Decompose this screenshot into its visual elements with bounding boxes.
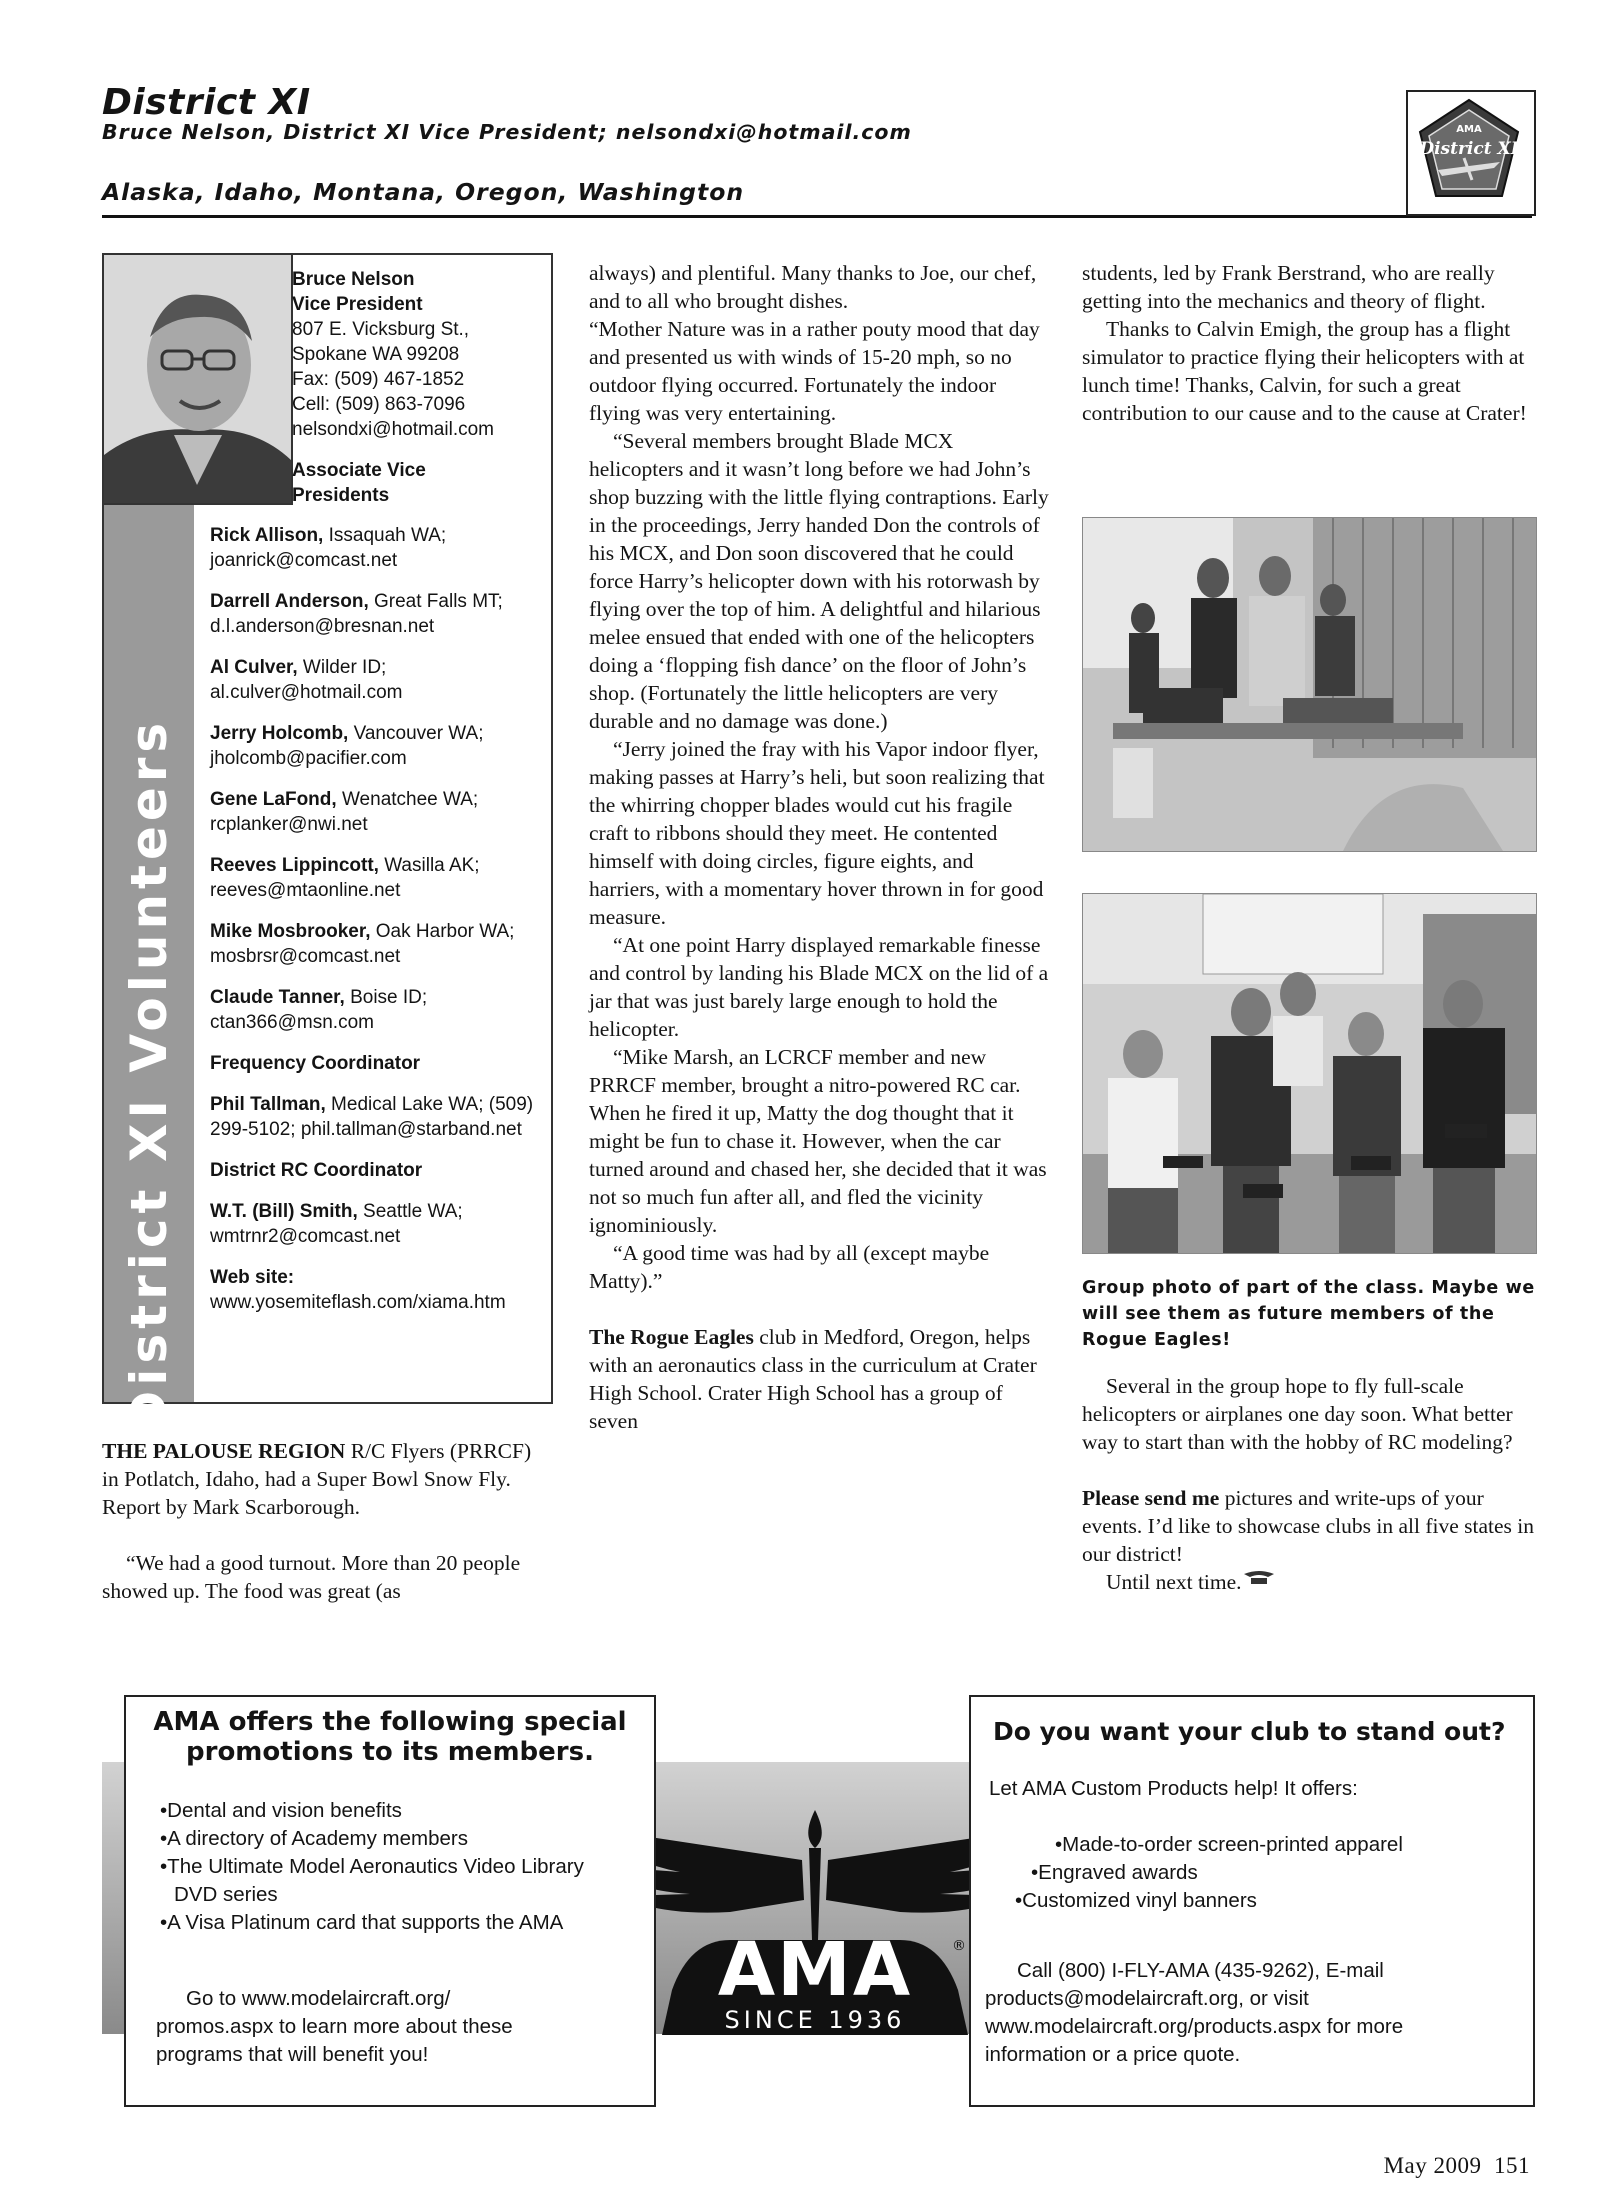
volunteer-name: Gene LaFond, — [210, 789, 337, 810]
web-site-label: Web site: — [210, 1267, 295, 1288]
volunteer-name: Darrell Anderson, — [210, 591, 369, 612]
volunteer-name: Mike Mosbrooker, — [210, 921, 371, 942]
article-paragraph: Thanks to Calvin Emigh, the group has a flight simulator to practice flying their helicopters with at lunch time! Thanks, Calvin, for such a great contribution to our cause and to the cause at Crater! — [1082, 317, 1527, 425]
web-site-url: www.yosemiteflash.com/xiama.htm — [210, 1292, 506, 1313]
article-paragraph: “A good time was had by all (except maybe Matty).” — [589, 1241, 990, 1293]
vp-address-line1: 807 E. Vicksburg St., — [292, 319, 470, 340]
section-heading: Frequency Coordinator — [210, 1053, 421, 1074]
list-item: •A Visa Platinum card that supports the AMA — [160, 1911, 564, 1934]
lead-in-bold: Please send me — [1082, 1486, 1220, 1510]
list-item — [210, 787, 548, 837]
volunteers-box — [102, 253, 553, 1433]
vp-address-line2: Spokane WA 99208 — [292, 344, 460, 365]
district-states: Alaska, Idaho, Montana, Oregon, Washington — [102, 178, 745, 206]
rc-coordinator-heading — [210, 1158, 548, 1183]
frequency-coordinator-heading — [210, 1051, 548, 1076]
vp-cell: Cell: (509) 863-7096 — [292, 394, 466, 415]
vp-email: nelsondxi@hotmail.com — [292, 419, 494, 440]
vp-role: Vice President — [292, 294, 423, 315]
article-paragraph: “Mother Nature was in a rather pouty mood that day and presented us with winds of 15-20 mph, so no outdoor flying occurred. Fortunately the indoor flying was very entertaining. — [589, 317, 1040, 425]
web-site-entry — [210, 1265, 548, 1315]
article-column-1 — [102, 1437, 553, 1605]
ama-logo-text: AMA — [717, 1927, 913, 2013]
photo-caption: Group photo of part of the class. Maybe we will see them as future members of the Rogue Eagles! — [1082, 1278, 1535, 1350]
list-item: •Customized vinyl banners — [1015, 1889, 1257, 1912]
article-paragraph — [1082, 1568, 1537, 1596]
volunteer-details: Boise ID; ctan366@msn.com — [210, 987, 428, 1033]
article-paragraph: students, led by Frank Berstrand, who are really getting into the mechanics and theory of flight. — [1082, 261, 1495, 313]
lead-in-bold: The Rogue Eagles — [589, 1325, 754, 1349]
member-promotions-box — [124, 1695, 656, 2107]
ama-logo-since: SINCE 1936 — [724, 2006, 906, 2034]
volunteer-name: Claude Tanner, — [210, 987, 345, 1008]
list-item — [210, 589, 548, 639]
list-item: •A directory of Academy members — [160, 1827, 468, 1850]
list-item — [210, 655, 548, 705]
article-column-2 — [589, 259, 1049, 1435]
vp-name: Bruce Nelson — [292, 269, 415, 290]
volunteer-name: W.T. (Bill) Smith, — [210, 1201, 358, 1222]
article-paragraph: “Several members brought Blade MCX helicopters and it wasn’t long before we had John’s shop buzzing with the little flying contraptions. Early in the proceedings, Jerry handed Don the controls of his MCX, and Don soon discovered that he could force Harry’s helicopter down with his rotorwash by flying over the top of him. A delightful and hilarious melee ensued that ended with one of the helicopters doing a ‘flopping fish dance’ on the floor of John’s shop. (Fortunately the little helicopters are very durable and no damage was done.) — [589, 429, 1049, 733]
custom-products-footer-line: products@modelaircraft.org, or visit — [985, 1987, 1309, 2010]
vice-president-photo — [104, 255, 293, 505]
article-paragraph — [102, 1437, 553, 1521]
district-logo — [1406, 90, 1536, 216]
custom-products-footer-line: www.modelaircraft.org/products.aspx for more — [985, 2015, 1404, 2038]
list-item — [210, 919, 548, 969]
ama-end-mark-icon — [1242, 1570, 1276, 1594]
list-item — [210, 1092, 548, 1142]
list-item: •Engraved awards — [1031, 1861, 1198, 1884]
custom-products-box — [969, 1695, 1535, 2107]
vice-president-line: Bruce Nelson, District XI Vice President; nelsondxi@hotmail.com — [102, 120, 912, 144]
paragraph-text: R/C Flyers (PRRCF) in Potlatch, Idaho, had a Super Bowl Snow Fly. Report by Mark Scarborough. — [102, 1439, 532, 1519]
list-item — [210, 523, 548, 573]
volunteer-name: Al Culver, — [210, 657, 298, 678]
article-paragraph: Several in the group hope to fly full-scale helicopters or airplanes one day soon. What better way to start than with the hobby of RC modeling? — [1082, 1374, 1513, 1454]
article-paragraph: “We had a good turnout. More than 20 people showed up. The food was great (as — [102, 1551, 521, 1603]
custom-products-footer-line: information or a price quote. — [985, 2043, 1241, 2066]
logo-small-text: AMA — [1456, 124, 1482, 135]
associate-vp-heading: Associate Vice Presidents — [292, 460, 426, 506]
volunteer-details: Medical Lake WA; (509) 299-5102; phil.tallman@starband.net — [210, 1094, 534, 1140]
volunteer-details: Issaquah WA; joanrick@comcast.net — [210, 525, 447, 571]
article-paragraph — [589, 1323, 1049, 1435]
promotions-footer-line: promos.aspx to learn more about these — [156, 2015, 513, 2038]
volunteer-details: Great Falls MT; d.l.anderson@bresnan.net — [210, 591, 503, 637]
promotions-title: AMA offers the following special promotions to its members. — [153, 1707, 627, 1767]
list-item: •Made-to-order screen-printed apparel — [1055, 1833, 1403, 1856]
volunteer-list — [210, 523, 548, 1331]
classroom-photo — [1082, 517, 1537, 852]
list-item — [210, 853, 548, 903]
vp-fax: Fax: (509) 467-1852 — [292, 369, 465, 390]
custom-products-footer — [985, 1957, 1525, 2069]
promotions-footer — [156, 1985, 596, 2069]
article-column-3-continued — [1082, 1372, 1537, 1596]
group-photo — [1082, 893, 1537, 1254]
header-rule — [102, 215, 1532, 218]
volunteer-details: Wenatchee WA; rcplanker@nwi.net — [210, 789, 479, 835]
article-paragraph: always) and plentiful. Many thanks to Joe, our chef, and to all who brought dishes. — [589, 261, 1037, 313]
promotions-list — [160, 1797, 630, 1937]
volunteer-details: Wasilla AK; reeves@mtaonline.net — [210, 855, 480, 901]
article-paragraph: “At one point Harry displayed remarkable finesse and control by landing his Blade MCX on the lid of a jar that was just barely large enough to hold the helicopter. — [589, 933, 1049, 1041]
section-heading: District RC Coordinator — [210, 1160, 423, 1181]
custom-products-intro: Let AMA Custom Products help! It offers: — [989, 1777, 1358, 1800]
promotions-footer-line: programs that will benefit you! — [156, 2043, 429, 2066]
list-item — [210, 985, 548, 1035]
ama-logo-registered: ® — [952, 1938, 966, 1954]
paragraph-text: club in Medford, Oregon, helps with an aeronautics class in the curriculum at Crater High School. Crater High School has a group of seven — [589, 1325, 1037, 1433]
list-item — [210, 1199, 548, 1249]
volunteer-name: Jerry Holcomb, — [210, 723, 349, 744]
lead-in-bold: THE PALOUSE REGION — [102, 1439, 346, 1463]
logo-district-text: District XI — [1419, 139, 1519, 159]
list-item: •The Ultimate Model Aeronautics Video Library DVD series — [160, 1855, 584, 1906]
vice-president-info — [292, 267, 547, 508]
article-paragraph: “Mike Marsh, an LCRCF member and new PRRCF member, brought a nitro-powered RC car. When he fired it up, Matty the dog thought that it might be fun to chase it. However, when the car turned around and chased her, she decided that it was not so much fun after all, and fled the vicinity ignominiously. — [589, 1045, 1047, 1237]
custom-products-list — [1015, 1831, 1515, 1915]
closing-text: Until next time. — [1106, 1570, 1242, 1594]
paragraph-text: pictures and write-ups of your events. I’d like to showcase clubs in all five states in our district! — [1082, 1486, 1534, 1566]
promotions-footer-line: Go to www.modelaircraft.org/ — [186, 1987, 451, 2010]
article-column-3 — [1082, 259, 1537, 427]
volunteer-details: Oak Harbor WA; mosbrsr@comcast.net — [210, 921, 515, 967]
page-footer: May 2009 151 — [1383, 2153, 1530, 2178]
volunteer-details: Wilder ID; al.culver@hotmail.com — [210, 657, 403, 703]
volunteers-strip-title: District XI Volunteers — [120, 717, 178, 1433]
volunteer-name: Phil Tallman, — [210, 1094, 326, 1115]
list-item: •Dental and vision benefits — [160, 1799, 402, 1822]
volunteer-details: Vancouver WA; jholcomb@pacifier.com — [210, 723, 484, 769]
article-paragraph: “Jerry joined the fray with his Vapor indoor flyer, making passes at Harry’s heli, but soon realizing that the whirring chopper blades would cut his fragile craft to ribbons should they meet. He contented himself with doing circles, figure eights, and harriers, with a momentary hover thrown in for good measure. — [589, 737, 1045, 929]
volunteer-details: Seattle WA; wmtrnr2@comcast.net — [210, 1201, 463, 1247]
district-title: District XI — [102, 82, 311, 123]
volunteer-name: Reeves Lippincott, — [210, 855, 379, 876]
list-item — [210, 721, 548, 771]
custom-products-footer-line: Call (800) I-FLY-AMA (435-9262), E-mail — [1017, 1959, 1384, 1982]
volunteer-name: Rick Allison, — [210, 525, 324, 546]
article-paragraph — [1082, 1484, 1537, 1568]
custom-products-title: Do you want your club to stand out? — [993, 1717, 1506, 1746]
